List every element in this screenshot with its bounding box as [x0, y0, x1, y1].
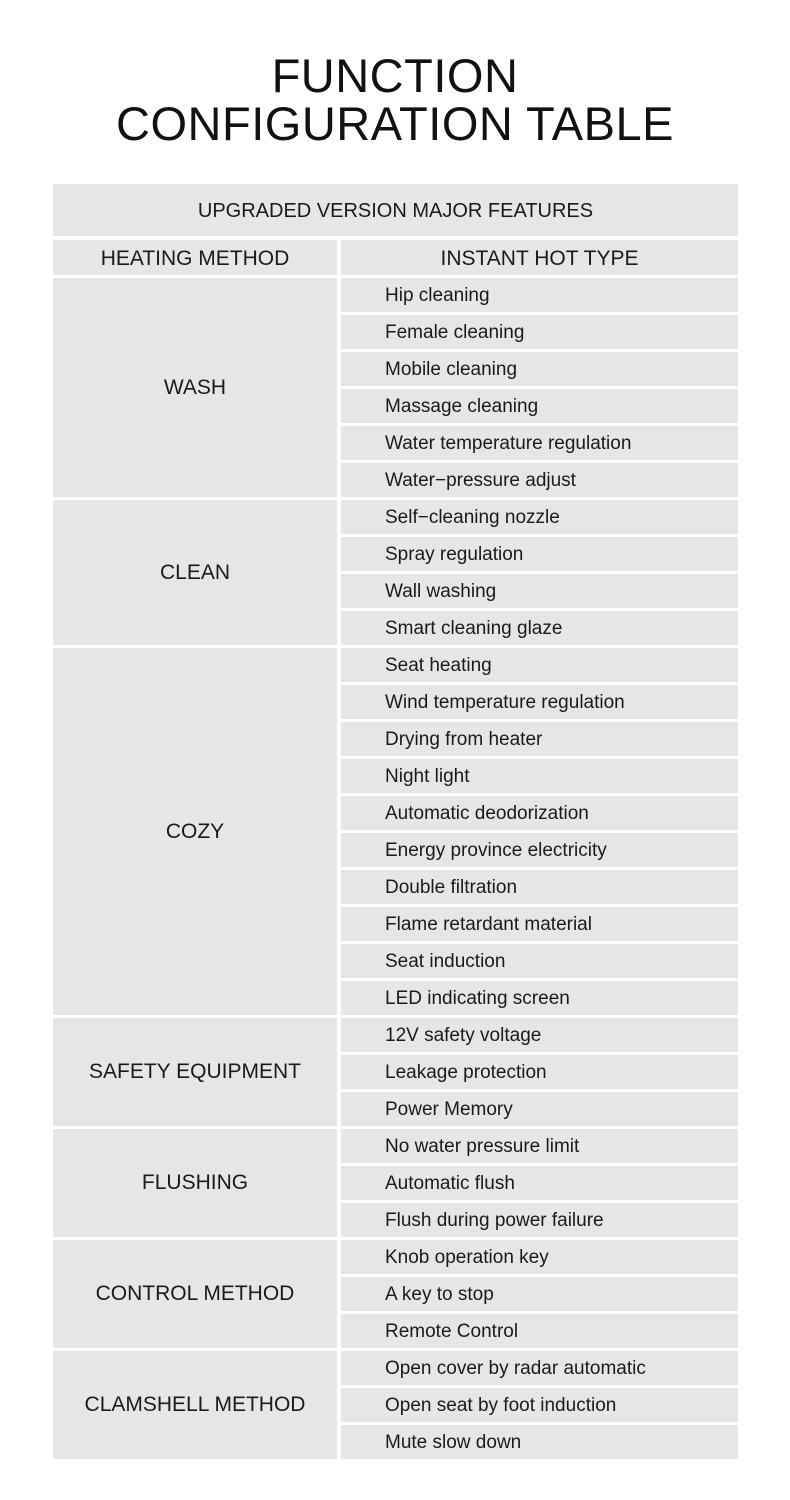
group-cozy	[53, 648, 738, 1015]
feature-item: Flame retardant material	[341, 907, 738, 941]
category-cell: FLUSHING	[53, 1129, 337, 1237]
feature-item: Power Memory	[341, 1092, 738, 1126]
table-header-row	[53, 240, 738, 275]
feature-item: Open seat by foot induction	[341, 1388, 738, 1422]
feature-item: Self−cleaning nozzle	[341, 500, 738, 534]
feature-item: Female cleaning	[341, 315, 738, 349]
group-control-method	[53, 1240, 738, 1348]
feature-item: Double filtration	[341, 870, 738, 904]
feature-item: Seat induction	[341, 944, 738, 978]
feature-list	[341, 1351, 738, 1459]
category-cell: WASH	[53, 278, 337, 497]
feature-item: Drying from heater	[341, 722, 738, 756]
function-configuration-table	[53, 184, 738, 1459]
feature-list	[341, 648, 738, 1015]
feature-item: 12V safety voltage	[341, 1018, 738, 1052]
feature-item: Mobile cleaning	[341, 352, 738, 386]
feature-item: Energy province electricity	[341, 833, 738, 867]
feature-item: Spray regulation	[341, 537, 738, 571]
page-title	[0, 49, 790, 150]
group-wash	[53, 278, 738, 497]
group-clamshell-method	[53, 1351, 738, 1459]
feature-item: Massage cleaning	[341, 389, 738, 423]
feature-list	[341, 278, 738, 497]
feature-item: Smart cleaning glaze	[341, 611, 738, 645]
feature-item: Water temperature regulation	[341, 426, 738, 460]
group-safety-equipment	[53, 1018, 738, 1126]
title-line-2: CONFIGURATION TABLE	[116, 97, 674, 150]
feature-item: Automatic deodorization	[341, 796, 738, 830]
feature-item: Hip cleaning	[341, 278, 738, 312]
feature-list	[341, 500, 738, 645]
feature-item: Night light	[341, 759, 738, 793]
feature-item: Open cover by radar automatic	[341, 1351, 738, 1385]
feature-item: Mute slow down	[341, 1425, 738, 1459]
feature-item: Remote Control	[341, 1314, 738, 1348]
feature-item: No water pressure limit	[341, 1129, 738, 1163]
feature-item: Leakage protection	[341, 1055, 738, 1089]
category-cell: CONTROL METHOD	[53, 1240, 337, 1348]
feature-item: Wind temperature regulation	[341, 685, 738, 719]
header-instant-hot-type: INSTANT HOT TYPE	[341, 240, 738, 275]
feature-item: Seat heating	[341, 648, 738, 682]
feature-item: A key to stop	[341, 1277, 738, 1311]
title-line-1: FUNCTION	[271, 49, 519, 102]
feature-item: Water−pressure adjust	[341, 463, 738, 497]
table-banner: UPGRADED VERSION MAJOR FEATURES	[53, 184, 738, 236]
feature-item: Knob operation key	[341, 1240, 738, 1274]
feature-item: Wall washing	[341, 574, 738, 608]
header-heating-method: HEATING METHOD	[53, 240, 337, 275]
group-clean	[53, 500, 738, 645]
feature-list	[341, 1018, 738, 1126]
category-cell: SAFETY EQUIPMENT	[53, 1018, 337, 1126]
feature-item: Flush during power failure	[341, 1203, 738, 1237]
group-flushing	[53, 1129, 738, 1237]
category-cell: CLEAN	[53, 500, 337, 645]
category-cell: COZY	[53, 648, 337, 1015]
category-cell: CLAMSHELL METHOD	[53, 1351, 337, 1459]
feature-item: Automatic flush	[341, 1166, 738, 1200]
feature-item: LED indicating screen	[341, 981, 738, 1015]
feature-list	[341, 1240, 738, 1348]
feature-list	[341, 1129, 738, 1237]
